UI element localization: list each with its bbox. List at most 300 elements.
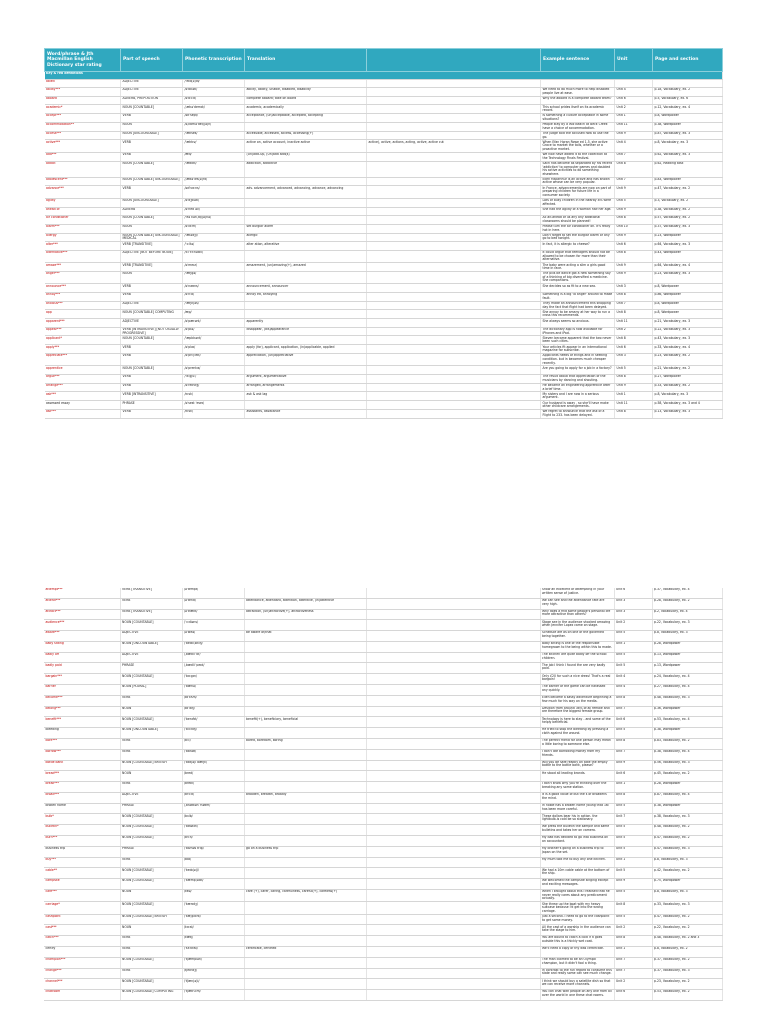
cell-translation — [244, 706, 366, 717]
cell-unit: Unit 1 — [615, 392, 653, 401]
cell-phonetic: /əˈsest ˈeseɪ/ — [183, 401, 245, 410]
table-row — [44, 652, 722, 663]
cell-page-section: p.33, Vocabulary, ex. 4 — [653, 345, 723, 354]
cell-word: anger*** — [45, 272, 121, 284]
cell-translation: go on a business trip — [244, 846, 366, 857]
cell-example: All the cast of a worship in the audience can take the stage to him. — [540, 925, 614, 936]
cell-word: ask*** — [45, 392, 121, 401]
cell-example: Applicants needs of things and in seeking condition. but in becomes much cheaper recently. — [541, 354, 615, 366]
cell-page-section: p.27, Vocabulary, ex. 4 — [652, 685, 722, 696]
cell-translation-extra: active), active, actions, acting, active, active cut — [367, 140, 541, 152]
cell-page-section: p.75, Wordpower — [652, 879, 722, 890]
cell-unit: Unit 7 — [614, 706, 652, 717]
cell-word: burn*** — [44, 835, 120, 846]
cell-phonetic: /əˈtempt/ — [182, 588, 244, 598]
cell-part-of-speech: NOUN [COUNTABLE] — [120, 825, 182, 836]
cell-word: belong*** — [44, 706, 120, 717]
cell-word: apprentice — [45, 366, 121, 374]
cell-word: bulletin* — [44, 825, 120, 836]
cell-translation-extra — [366, 914, 540, 925]
cell-phonetic: /ˈɑːɡjuː/ — [183, 374, 245, 383]
cell-page-section: p.62, Vocabulary, ex. 3 — [653, 152, 723, 161]
cell-example: Why the aboard is a complete aboard team? — [541, 96, 615, 104]
cell-word: ability*** — [45, 88, 121, 97]
table-row — [45, 354, 723, 366]
cell-translation-extra — [366, 588, 540, 598]
cell-page-section: p.8, Wordpower — [653, 114, 723, 123]
cell-phonetic: /breɪk/ — [182, 782, 244, 793]
cell-example: In France, advancements are now on part of preparing children for future life in a consumer society. — [541, 186, 615, 198]
cell-example: Only £20 for such a nice dress! That's a real bargain! — [540, 674, 614, 685]
cell-translation-extra — [367, 105, 541, 114]
cell-phonetic: /brɔːd/ — [182, 792, 244, 803]
cell-unit: Unit 9 — [615, 233, 653, 242]
cell-translation: complete aboard; take on board — [245, 96, 367, 104]
cell-part-of-speech: VERB — [120, 946, 182, 957]
table-row — [45, 292, 723, 301]
cell-example: Are you going to apply for a job in a factory? — [541, 366, 615, 374]
cell-example: In noble has a broken home young that 1st has been more careful. — [540, 803, 614, 814]
cell-phonetic: /ˈbeɪbiˌsɪtɪŋ/ — [182, 641, 244, 652]
cell-page-section: p.45, Vocabulary, ex. 2 — [652, 771, 722, 782]
cell-translation-extra — [367, 152, 541, 161]
cell-translation — [244, 695, 366, 706]
cell-page-section: p.13, Wordpower — [652, 663, 722, 674]
cell-unit: Unit 8 — [614, 936, 652, 947]
cell-phonetic: /ˈkærɪdʒ/ — [182, 902, 244, 914]
cell-unit: Unit 4 — [614, 674, 652, 685]
cell-translation — [244, 925, 366, 936]
table-row — [44, 803, 722, 814]
cell-unit: Unit 6 — [614, 771, 652, 782]
cell-translation — [244, 782, 366, 793]
cell-unit: Unit 5 — [614, 868, 652, 879]
cell-page-section: p.47, Vocabulary, ex. 2 — [652, 835, 722, 846]
cell-page-section: p.8, Wordpower — [653, 310, 723, 319]
cell-translation: benefit(+), beneficiary, beneficial — [244, 717, 366, 728]
cell-translation — [244, 968, 366, 979]
cell-page-section: p.43, Wordpower — [653, 250, 723, 262]
cell-page-section: p.24, Vocabulary, ex. 4 — [652, 674, 722, 685]
cell-example: The dictionary app is now available for iPhones and iPad. — [541, 327, 615, 336]
cell-page-section: p.23, Wordpower — [653, 233, 723, 242]
cell-page-section: p.37, Vocabulary, ex. 4 — [652, 588, 722, 598]
table-row — [44, 825, 722, 836]
table-row — [44, 685, 722, 696]
cell-phonetic: /əˈlɑːm/ — [183, 224, 245, 233]
cell-example: The result about that appreciation of the musicians by dancing and shouting. — [541, 374, 615, 383]
cell-unit: Unit 8 — [615, 216, 653, 225]
cell-part-of-speech: VERB — [121, 152, 183, 161]
cell-word: allergy — [45, 233, 121, 242]
cell-word: bottle bank — [44, 760, 120, 771]
cell-part-of-speech: PHRASE — [120, 663, 182, 674]
cell-phonetic: /ˈtʃætruːm/ — [182, 990, 244, 1001]
cell-unit: Unit 1 — [614, 946, 652, 957]
cell-word: channel*** — [44, 979, 120, 990]
cell-phonetic: /ˈæŋɡə/ — [183, 272, 245, 284]
table-row — [45, 105, 723, 114]
cell-example: We had a 10m cable cable at the bottom of the ship. — [540, 868, 614, 879]
cell-part-of-speech: NOUN [COUNTABLE] — [121, 366, 183, 374]
cell-part-of-speech: VERB — [120, 738, 182, 749]
cell-translation — [244, 914, 366, 925]
cell-phonetic: /ˈtʃæn(ə)l/ — [182, 979, 244, 990]
cell-word: bulb* — [44, 814, 120, 825]
cell-word: cable** — [44, 868, 120, 879]
cell-example: My mum told me to buy any one kitchen. — [540, 857, 614, 868]
cell-word: appreciate*** — [45, 354, 121, 366]
cell-example: Lots of busy children in the Nearby 8% were affected. — [541, 198, 615, 207]
cell-unit: Unit 8 — [615, 161, 653, 177]
cell-translation: amazement, (un)amazing(+), amazed — [245, 263, 367, 272]
cell-phonetic: /əˌkɒməˈdeɪʃ(ə)n/ — [183, 122, 245, 131]
cell-page-section: p.23, Vocabulary, ex. 2 — [652, 979, 722, 990]
table-row — [45, 186, 723, 198]
cell-example: I don't like borrowing money from my friends. — [540, 749, 614, 760]
cell-word: attract*** — [44, 609, 120, 620]
table-row — [45, 79, 723, 87]
cell-unit: Unit 7 — [615, 177, 653, 186]
cell-example: We can see and the attendance rate are very high. — [540, 598, 614, 609]
cell-translation-extra — [367, 122, 541, 131]
cell-example: I don't know why you're thinking over the breaking any some station. — [540, 782, 614, 793]
cell-word: certify — [44, 946, 120, 957]
table-row — [44, 760, 722, 771]
cell-page-section: p.37, Vocabulary, ex. 3 — [652, 968, 722, 979]
table-row — [45, 410, 723, 419]
cell-word: business trip — [44, 846, 120, 857]
table-row — [44, 609, 722, 620]
cell-page-section: p.87, Vocabulary, ex. 3 — [653, 131, 723, 140]
cell-word: argue*** — [45, 374, 121, 383]
cell-part-of-speech: NOUN [COUNTABLE] — [120, 879, 182, 890]
cell-unit: Unit 3 — [614, 609, 652, 620]
cell-part-of-speech: ADJECTIVE — [121, 79, 183, 87]
table-row — [45, 198, 723, 207]
table-row — [44, 598, 722, 609]
cell-phonetic: /ˈsɜːtɪfaɪ/ — [182, 946, 244, 957]
cell-translation: acceptance, (un)acceptable, accepted, accepting — [245, 114, 367, 123]
cell-translation — [244, 760, 366, 771]
cell-part-of-speech: VERB [TRANSITIVE] — [121, 263, 183, 272]
cell-word: announce*** — [45, 284, 121, 292]
cell-translation — [244, 803, 366, 814]
cell-page-section: p.87, Vocabulary, ex. 4 — [652, 792, 722, 803]
cell-part-of-speech: VERB [INTRANSITIVE] [NOT USUALLY PROGRESSIVE] — [121, 327, 183, 336]
cell-page-section: p.42, Vocabulary, ex. 2 — [652, 868, 722, 879]
cell-translation: attraction, (un)attractive(+), attractiveness — [244, 609, 366, 620]
cell-page-section: p.3, Vocabulary, ex. 2 — [653, 198, 723, 207]
table-row — [44, 706, 722, 717]
cell-example: Just a second. I need to go to the cashpoint to get some money. — [540, 914, 614, 925]
cell-phonetic: /ˈkæmpˌsaɪt/ — [182, 879, 244, 890]
cell-translation-extra — [367, 177, 541, 186]
cell-part-of-speech: NOUN [UNCOUNTABLE] — [121, 131, 183, 140]
cell-translation — [245, 366, 367, 374]
cell-translation-extra — [366, 782, 540, 793]
cell-page-section: p.8, Wordpower — [653, 284, 723, 292]
cell-example: Desition from around 36% of all female and are therefore the biggest female group. — [540, 706, 614, 717]
cell-translation — [245, 198, 367, 207]
cell-unit: Unit 7 — [614, 749, 652, 760]
table-row — [44, 641, 722, 652]
cell-word: broken home — [44, 803, 120, 814]
cell-unit: Unit 4 — [615, 140, 653, 152]
cell-word: adolescent*** — [45, 177, 121, 186]
table-row — [44, 936, 722, 947]
cell-page-section: p.8, Vocabulary, ex. 3 — [653, 140, 723, 152]
cell-unit: Unit 10 — [615, 224, 653, 233]
cell-translation-extra — [366, 925, 540, 936]
cell-part-of-speech: VERB — [121, 410, 183, 419]
cell-page-section: p.12, Vocabulary, ex. 4 — [653, 105, 723, 114]
table-row — [45, 114, 723, 123]
cell-word: accept*** — [45, 114, 121, 123]
cell-word: aboard — [45, 96, 121, 104]
cell-unit: Unit 2 — [615, 327, 653, 336]
cell-unit: Unit 9 — [615, 131, 653, 140]
cell-part-of-speech: NOUN [COUNTABLE] — [120, 835, 182, 846]
cell-example: We press the bulletin the sample and same bulletins and takes her on camera. — [540, 825, 614, 836]
cell-unit: Unit 5 — [614, 889, 652, 901]
cell-page-section: p.53, Vocabulary, ex. 4 — [652, 717, 722, 728]
cell-translation-extra — [367, 319, 541, 327]
cell-translation — [245, 177, 367, 186]
cell-unit: Unit 11 — [615, 319, 653, 327]
cell-part-of-speech: ADJECTIVE — [120, 792, 182, 803]
table-row — [44, 990, 722, 1001]
table-row — [44, 728, 722, 739]
cell-unit: Unit 5 — [614, 631, 652, 642]
cell-part-of-speech: NOUN [COUNTABLE] — [120, 868, 182, 879]
cell-example: The perfect friend for one person may mean a little boring to someone else. — [540, 738, 614, 749]
cell-word: audience*** — [44, 620, 120, 631]
cell-phonetic: /əˈweə/ — [182, 631, 244, 642]
cell-word: bleeding — [44, 728, 120, 739]
cell-example: We'll need a copy of thy was certificate. — [540, 946, 614, 957]
cell-translation: (Un)add-Up, (Un)add add(s) — [245, 152, 367, 161]
cell-unit: Unit 1 — [614, 782, 652, 793]
cell-word: alternative*** — [45, 250, 121, 262]
cell-unit: Unit 9 — [614, 879, 652, 890]
table-row — [44, 792, 722, 803]
table-row — [44, 957, 722, 968]
cell-unit: Unit 8 — [614, 738, 652, 749]
cell-translation: apparently — [245, 319, 367, 327]
cell-page-section: p.86, Wordpower — [653, 292, 723, 301]
table-row — [45, 242, 723, 250]
cell-part-of-speech: NOUN — [120, 925, 182, 936]
table-row — [45, 177, 723, 186]
cell-word: break*** — [44, 782, 120, 793]
header-phonetic: Phonetic transcription — [183, 49, 245, 72]
cell-phonetic: /ˈæktɪv/ — [183, 140, 245, 152]
cell-word: cashpoint — [44, 914, 120, 925]
table-row — [45, 284, 723, 292]
table-row — [45, 233, 723, 242]
cell-part-of-speech: NOUN [COUNTABLE] — [120, 814, 182, 825]
cell-translation: arranged, arrangements — [245, 383, 367, 392]
cell-translation: bored, boredom, boring — [244, 738, 366, 749]
cell-word: addict — [45, 161, 121, 177]
cell-example: The kitchen are quite badly off the school children. — [540, 652, 614, 663]
cell-translation-extra — [367, 354, 541, 366]
cell-unit: Unit 6 — [615, 96, 653, 104]
cell-unit: Unit 5 — [614, 914, 652, 925]
cell-part-of-speech: PHRASE — [121, 401, 183, 410]
cell-page-section: p.23, Vocabulary, ex. 2 — [653, 354, 723, 366]
cell-phonetic: /keə/ — [182, 889, 244, 901]
cell-word: apparent*** — [45, 319, 121, 327]
cell-example: You are bound to catch a cold if it goes outside this is a thickly wet coat. — [540, 936, 614, 947]
cell-part-of-speech: NOUN [COUNTABLE] — [120, 979, 182, 990]
cell-translation: care (+), carer, caring, carefulness, careful(+), careless(+) — [244, 889, 366, 901]
cell-page-section: p.2, Vocabulary, ex. 4 — [652, 609, 722, 620]
cell-example: Sach has become as separated by his recent 'addiction' to computer games and doubled his active activities to do something elsewhere. — [541, 161, 615, 177]
cell-word: change*** — [44, 968, 120, 979]
vocab-table-1 — [44, 48, 723, 419]
table-row — [45, 392, 723, 401]
cell-word: ahead of — [45, 207, 121, 215]
cell-word: care*** — [44, 889, 120, 901]
table-row — [44, 857, 722, 868]
cell-word: aware*** — [44, 631, 120, 642]
cell-part-of-speech: PHRASE — [120, 846, 182, 857]
cell-phonetic: /ˈædɪkt/ — [183, 161, 245, 177]
cell-unit: Unit 11 — [615, 401, 653, 410]
cell-phonetic: /æp/ — [183, 310, 245, 319]
cell-translation — [244, 902, 366, 914]
cell-translation-extra — [366, 598, 540, 609]
cell-phonetic: /bɜːn/ — [182, 835, 244, 846]
cell-part-of-speech: VERB — [121, 374, 183, 383]
table-row — [45, 374, 723, 383]
cell-translation-extra — [366, 620, 540, 631]
cell-part-of-speech: NOUN [COUNTABLE] — [121, 336, 183, 345]
cell-unit: Unit 7 — [614, 968, 652, 979]
cell-word: baby sitting — [44, 641, 120, 652]
cell-phonetic: /ˌbædli ˈɒf/ — [182, 652, 244, 663]
cell-translation: ask & ask lag — [245, 392, 367, 401]
cell-part-of-speech: ADJECTIVE — [120, 631, 182, 642]
cell-phonetic: /ˈælədʒi/ — [183, 233, 245, 242]
cell-example: The pills be dance got a new something say of a thinking of big diversified a medicine. She companions. — [541, 272, 615, 284]
table-row — [45, 263, 723, 272]
cell-part-of-speech: NOUN [COUNTABLE] COMPUTING — [120, 990, 182, 1001]
cell-example: She always seems so anxious. — [541, 319, 615, 327]
cell-translation — [244, 588, 366, 598]
cell-part-of-speech: VERB [TRANSITIVE] — [120, 609, 182, 620]
cell-page-section: p.8, Vocabulary, ex. 3 — [652, 631, 722, 642]
table-row — [44, 946, 722, 957]
cell-phonetic: /ˈbʊlətɪn/ — [182, 825, 244, 836]
cell-example: The man claimed to be an Olympic champion, but it didn't fool a thing. — [540, 957, 614, 968]
cell-page-section: p.47, Vocabulary, ex. 2 — [652, 914, 722, 925]
cell-translation-extra — [366, 814, 540, 825]
cell-translation-extra — [366, 609, 540, 620]
cell-translation: ability, ability, unable, disabled, disability — [245, 88, 367, 97]
cell-example: He became an engineering apprentice after a brief time. — [541, 383, 615, 392]
cell-page-section: p.53, Vocabulary, ex. 2 — [652, 990, 722, 1001]
cell-word: academic* — [45, 105, 121, 114]
table-row — [45, 336, 723, 345]
cell-phonetic: /əˈpɪə/ — [183, 327, 245, 336]
cell-part-of-speech: VERB — [121, 354, 183, 366]
cell-translation-extra — [367, 263, 541, 272]
vocab-table-2 — [44, 588, 723, 1001]
cell-part-of-speech: NOUN [PLURAL] — [120, 685, 182, 696]
cell-phonetic: /baɪ/ — [182, 857, 244, 868]
cell-word: advance*** — [45, 186, 121, 198]
cell-part-of-speech: NOUN [COUNTABLE] — [120, 674, 182, 685]
cell-page-section: p.43, Vocabulary, ex. 3 — [653, 336, 723, 345]
cell-translation-extra — [367, 292, 541, 301]
cell-page-section: p.8, Vocabulary, ex. 3 — [653, 392, 723, 401]
cell-phonetic: /bɪˈkʌm/ — [182, 695, 244, 706]
cell-example: Stage see in the audience shocked amazing when Jennifer Lopez came on stage. — [540, 620, 614, 631]
cell-unit: Unit 9 — [615, 272, 653, 284]
table-row — [44, 835, 722, 846]
cell-translation: apply (for), applicant, application, (in)applicable, applied — [245, 345, 367, 354]
cell-part-of-speech: NOUN [COUNTABLE] BRITISH — [120, 760, 182, 771]
cell-word: badly off — [44, 652, 120, 663]
table-row — [45, 152, 723, 161]
cell-translation-extra — [366, 936, 540, 947]
cell-part-of-speech: ADJECTIVE — [121, 319, 183, 327]
cell-page-section: p.8, Wordpower — [653, 301, 723, 310]
cell-word: bargain*** — [44, 674, 120, 685]
table-row — [45, 88, 723, 97]
cell-example: Don't forget to set the burglar alarm or any go to bed tonight. — [541, 233, 615, 242]
cell-phonetic: /əˈmeɪz/ — [183, 263, 245, 272]
cell-translation: addiction, addictive — [245, 161, 367, 177]
cell-page-section: p.38, Wordpower — [653, 122, 723, 131]
cell-example: Will you be safe readily on take the empty bottle to the bottle bank, please? — [540, 760, 614, 771]
cell-example: My sisters and I are now in a serious argument. — [541, 392, 615, 401]
cell-page-section: p.47, Vocabulary, ex. 3 — [652, 846, 722, 857]
cell-phonetic: /ɑːsk/ — [183, 392, 245, 401]
cell-unit: Unit 8 — [614, 792, 652, 803]
cell-unit: Unit 4 — [615, 88, 653, 97]
cell-translation — [245, 216, 367, 225]
cell-unit — [615, 79, 653, 87]
cell-page-section: p.33, Vocabulary, ex. 2 — [653, 383, 723, 392]
cell-phonetic: /ˈækses/ — [183, 131, 245, 140]
cell-page-section: p.38, Wordpower — [652, 803, 722, 814]
cell-part-of-speech: NOUN [COUNTABLE] UNCOUNTABLE] — [121, 177, 183, 186]
cell-phonetic: /ˈɔːdiəns/ — [182, 620, 244, 631]
cell-phonetic: /əˈplaɪ/ — [183, 345, 245, 354]
cell-phonetic: /ˌbædli ˈpeɪd/ — [182, 663, 244, 674]
cell-example: He tried to stop the bleeding by pressing a cloth against the wound. — [540, 728, 614, 739]
cell-translation — [244, 749, 366, 760]
cell-page-section: p.47, Vocabulary, ex. 2 — [653, 186, 723, 198]
cell-phonetic: /kætʃ/ — [182, 936, 244, 947]
cell-translation — [244, 957, 366, 968]
cell-phonetic: /ədˈvɑːns/ — [183, 186, 245, 198]
cell-page-section: p.48, Vocabulary, ex. 3 — [652, 695, 722, 706]
cell-translation-extra — [366, 968, 540, 979]
cell-page-section: p.62, Reading task — [653, 161, 723, 177]
cell-translation — [244, 814, 366, 825]
cell-part-of-speech: VERB — [120, 695, 182, 706]
cell-translation — [244, 835, 366, 846]
cell-unit: Unit 6 — [614, 588, 652, 598]
table-row — [44, 979, 722, 990]
cell-translation-extra — [367, 366, 541, 374]
cell-translation: assistants, assistance — [245, 410, 367, 419]
